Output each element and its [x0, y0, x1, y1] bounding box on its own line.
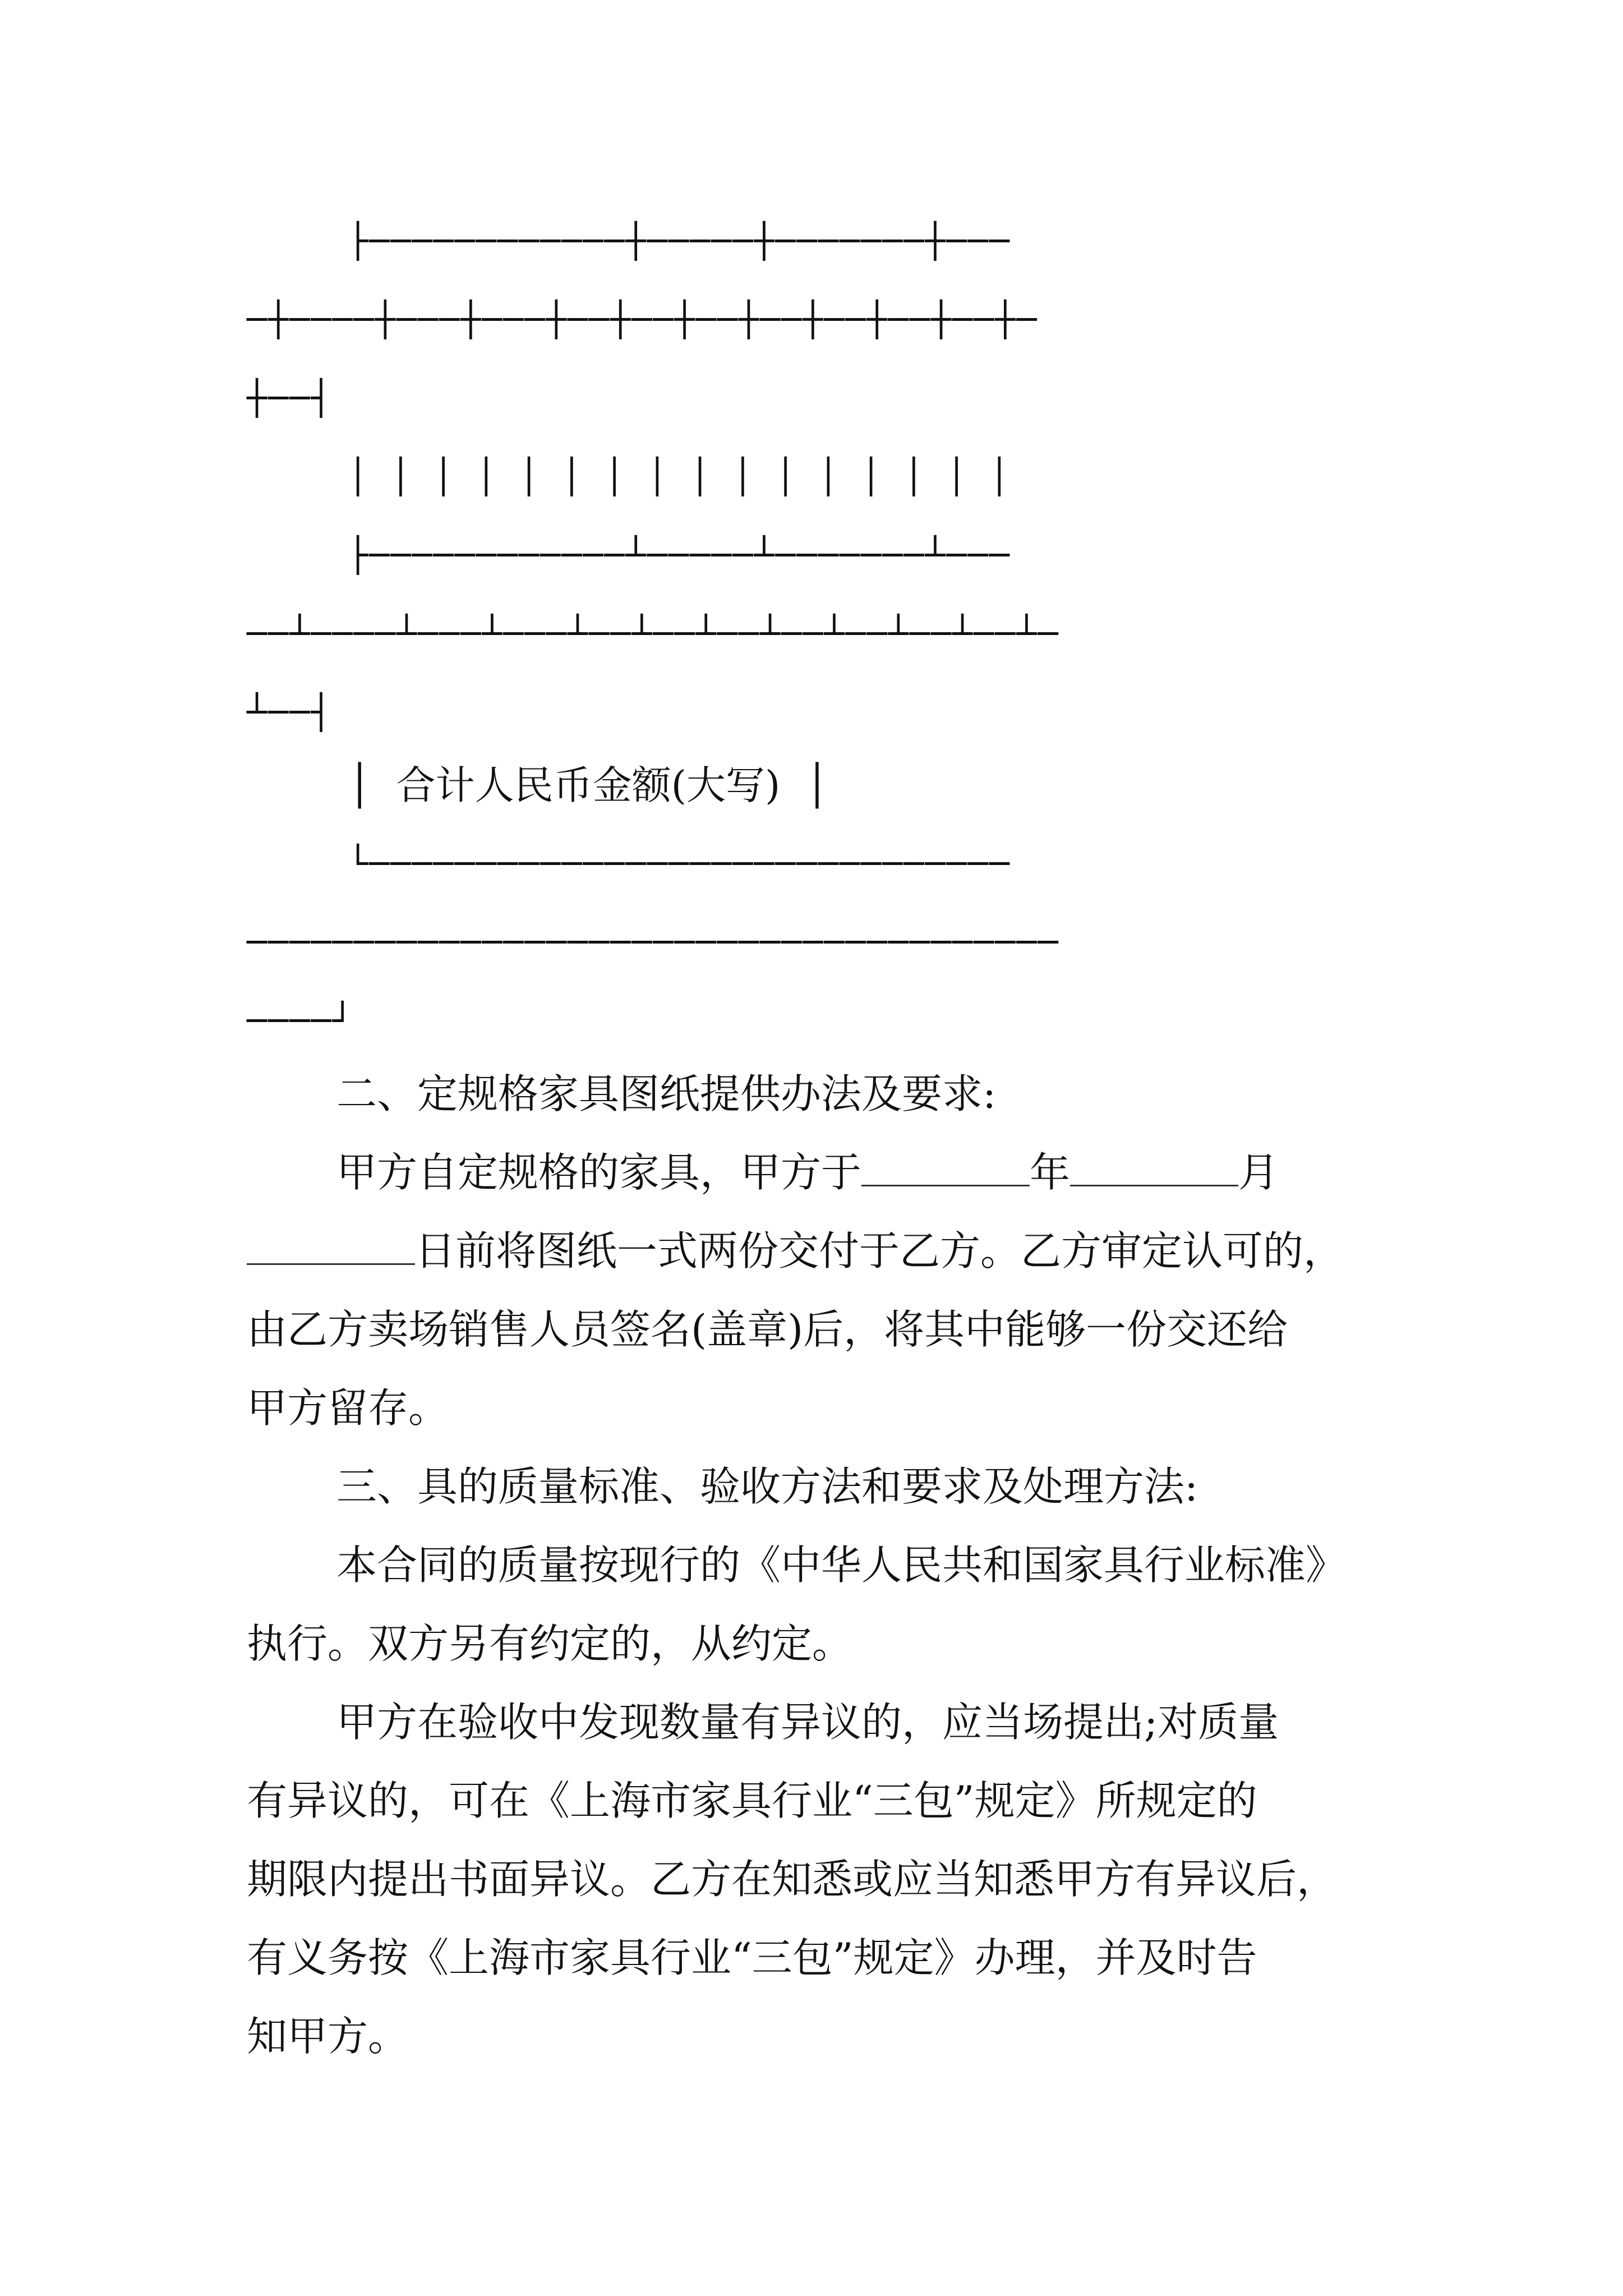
- table-border-row-1: ├────────────┼─────┼───────┼───: [348, 222, 1011, 261]
- section-3-paragraph-2-line-5: 知甲方。: [247, 2013, 409, 2060]
- section-3-paragraph-1-line-1: 本合同的质量按现行的《中华人民共和国家具行业标准》: [336, 1542, 1347, 1589]
- s2-text-a: 甲方自定规格的家具，甲方于: [336, 1149, 862, 1196]
- section-2-paragraph-line-1: [0, 1150, 1623, 1195]
- table-border-row-3: ┼──┤: [247, 379, 333, 418]
- section-3-paragraph-1-line-2: 执行。双方另有约定的，从约定。: [247, 1620, 853, 1667]
- section-3-paragraph-2-line-3: 期限内提出书面异议。乙方在知悉或应当知悉甲方有异议后，: [247, 1856, 1338, 1903]
- month-blank: [1070, 1151, 1238, 1186]
- table-border-row-10: ──────────────────────────────────────: [247, 923, 1059, 962]
- table-border-row-11: ────┘: [247, 1001, 354, 1041]
- table-border-row-9: └──────────────────────────────: [348, 844, 1011, 884]
- table-border-row-2: ─┼────┼───┼───┼──┼──┼──┼──┼──┼──┼──┼─: [247, 300, 1038, 339]
- section-3-paragraph-2-line-1: 甲方在验收中发现数量有异议的，应当场提出;对质量: [336, 1699, 1279, 1746]
- section-2-paragraph-line-3: 由乙方卖场销售人员签名(盖章)后，将其中能够一份交还给: [247, 1306, 1288, 1353]
- section-2-paragraph-line-2: [0, 1228, 1623, 1273]
- section-3-heading: 三、具的质量标准、验收方法和要求及处理方法:: [336, 1463, 1198, 1510]
- day-blank: [247, 1230, 415, 1265]
- table-border-row-5: ├────────────┴─────┴───────┴───: [348, 536, 1011, 575]
- s2-month-label: 月: [1238, 1149, 1279, 1196]
- section-2-heading: 二、定规格家具图纸提供办法及要求:: [336, 1070, 997, 1117]
- year-blank: [861, 1151, 1030, 1186]
- section-3-paragraph-2-line-4: 有义务按《上海市家具行业“三包”规定》办理，并及时告: [247, 1934, 1257, 1981]
- s2-year-label: 年: [1030, 1149, 1071, 1196]
- section-3-paragraph-2-line-2: 有异议的，可在《上海市家具行业“三包”规定》所规定的: [247, 1777, 1257, 1824]
- table-total-label: │ 合计人民币金额(大写) │: [348, 762, 829, 808]
- table-column-separators: │ │ │ │ │ │ │ │ │ │ │ │ │ │ │ │: [348, 457, 1011, 496]
- section-2-paragraph-line-4: 甲方留存。: [247, 1384, 449, 1432]
- table-border-row-6: ──┴────┴───┴───┴──┴──┴──┴──┴──┴──┴──┴─: [247, 614, 1059, 654]
- s2-text-b: 日前将图纸一式两份交付于乙方。乙方审定认可的，: [415, 1227, 1344, 1274]
- table-border-row-7: ┴──┤: [247, 693, 333, 732]
